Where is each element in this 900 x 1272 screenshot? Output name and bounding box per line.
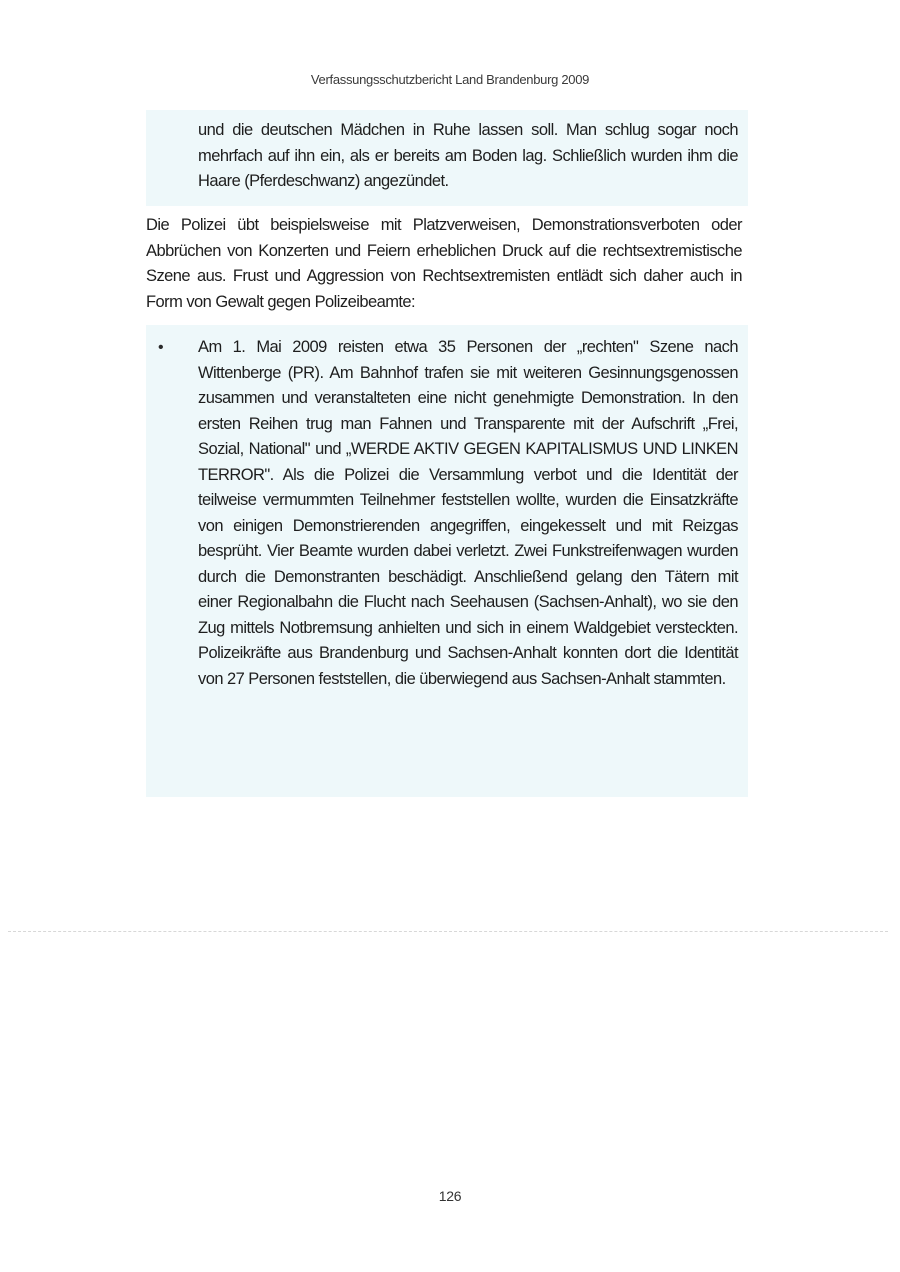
- quote-text: und die deutschen Mädchen in Ruhe lassen soll. Man schlug sogar noch mehrfach auf ihn ein, als er bereits am Boden lag. Schließlich wurden ihm die Haare (Pferdeschwanz) angezündet.: [198, 121, 738, 190]
- example-text: Am 1. Mai 2009 reisten etwa 35 Personen der „rechten" Szene nach Wittenberge (PR). Am Bahnhof trafen sie mit weiteren Gesinnungsgenossen zusammen und veranstalteten eine nicht genehmigte Demonstration. In den ersten Reihen trug man Fahnen und Transparente mit der Aufschrift „Frei, Sozial, National" und „WERDE AKTIV GEGEN KAPITALISMUS UND LINKEN TERROR". Als die Polizei die Versammlung verbot und die Identität der teilweise vermummten Teilnehmer feststellen wollte, wurden die Einsatzkräfte von einigen Demonstrierenden angegriffen, eingekesselt und mit Reizgas besprüht. Vier Beamte wurden dabei verletzt. Zwei Funkstreifenwagen wurden durch die Demonstranten beschädigt. Anschließend gelang den Tätern mit einer Regionalbahn die Flucht nach Seehausen (Sachsen-Anhalt), wo sie den Zug mittels Notbremsung anhielten und sich in einem Waldgebiet versteckten. Polizeikräfte aus Brandenburg und Sachsen-Anhalt konnten dort die Identität von 27 Personen feststellen, die überwiegend aus Sachsen-Anhalt stammten.: [198, 338, 738, 688]
- footnote-divider: [8, 931, 888, 932]
- quote-box: [146, 110, 748, 206]
- running-header: Verfassungsschutzbericht Land Brandenburg 2009: [310, 72, 590, 87]
- body-paragraph: Die Polizei übt beispielsweise mit Platzverweisen, Demonstrationsverboten oder Abbrüchen von Konzerten und Feiern erheblichen Druck auf die rechtsextremistische Szene aus. Frust und Aggression von Rechtsextremisten entlädt sich daher auch in Form von Gewalt gegen Polizeibeamte:: [146, 216, 742, 311]
- page-number: 126: [438, 1188, 462, 1204]
- example-box: [146, 325, 748, 797]
- bullet-icon: •: [158, 339, 164, 356]
